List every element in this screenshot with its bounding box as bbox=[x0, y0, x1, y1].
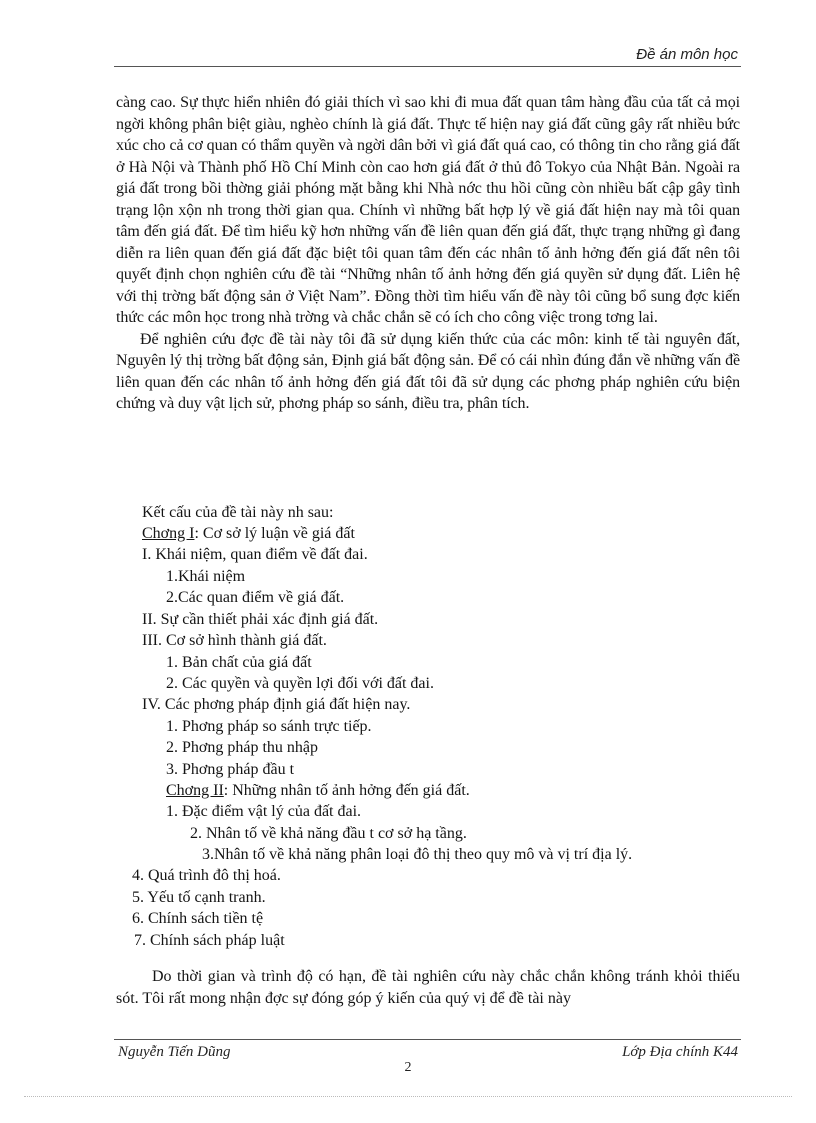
page-number: 2 bbox=[404, 1060, 412, 1075]
chapter-2-heading bbox=[166, 780, 470, 802]
section-4-item-1: 1. Phơng pháp so sánh trực tiếp. bbox=[166, 718, 372, 735]
chapter-1-heading bbox=[142, 523, 355, 545]
chapter-2-item-6: 6. Chính sách tiền tệ bbox=[132, 910, 264, 927]
section-1-item-1: 1.Khái niệm bbox=[166, 568, 246, 585]
section-1: I. Khái niệm, quan điểm về đất đai. bbox=[142, 546, 368, 563]
header-title: Đề án môn học bbox=[636, 46, 738, 63]
section-2: II. Sự cần thiết phải xác định giá đất. bbox=[142, 611, 379, 628]
section-4: IV. Các phơng pháp định giá đất hiện nay. bbox=[142, 696, 411, 713]
chapter-2-label: Chơng II bbox=[166, 782, 224, 799]
body-text bbox=[116, 92, 740, 415]
section-4-item-2: 2. Phơng pháp thu nhập bbox=[166, 739, 319, 756]
chapter-2-item-5: 5. Yếu tố cạnh tranh. bbox=[132, 889, 266, 906]
chapter-2-title: : Những nhân tố ảnh hởng đến giá đất. bbox=[223, 782, 470, 799]
header-divider bbox=[114, 66, 741, 67]
section-3-item-1: 1. Bản chất của giá đất bbox=[166, 654, 312, 671]
section-3-item-2: 2. Các quyền và quyền lợi đối với đất đai. bbox=[166, 675, 434, 692]
footer-divider bbox=[114, 1039, 741, 1040]
outline-intro: Kết cấu của đề tài này nh sau: bbox=[142, 504, 334, 521]
chapter-2-item-2: 2. Nhân tố về khả năng đầu t cơ sở hạ tầng. bbox=[190, 825, 467, 842]
paragraph-2: Để nghiên cứu đợc đề tài này tôi đã sử dụng kiến thức của các môn: kinh tế tài nguyên đất, Nguyên lý thị trờng bất động sản, Định giá bất động sản. Để có cái nhìn đúng đắn về những vấn đề liên quan đến các nhân tố ảnh hởng đến giá đất tôi đã sử dụng các phơng pháp nghiên cứu biện chứng và duy vật lịch sử, phơng pháp so sánh, điều tra, phân tích. bbox=[116, 330, 740, 412]
chapter-2-item-3: 3.Nhân tố về khả năng phân loại đô thị theo quy mô và vị trí địa lý. bbox=[202, 846, 633, 863]
section-3: III. Cơ sở hình thành giá đất. bbox=[142, 632, 327, 649]
footer-class: Lớp Địa chính K44 bbox=[622, 1044, 738, 1060]
footer-author: Nguyễn Tiến Dũng bbox=[118, 1044, 231, 1060]
section-4-item-3: 3. Phơng pháp đầu t bbox=[166, 761, 295, 778]
paragraph-1: càng cao. Sự thực hiển nhiên đó giải thích vì sao khi đi mua đất quan tâm hàng đầu của tất cả mọi ngời không phân biệt giàu, nghèo chính là giá đất. Thực tế hiện nay giá đất cũng gây rất nhiều bức xúc cho cả cơ quan có thẩm quyền và ngời dân bởi vì giá đất quá cao, có thông tin cho rằng giá đất ở Hà Nội và Thành phố Hồ Chí Minh còn cao hơn giá đất ở thủ đô Tokyo của Nhật Bản. Ngoài ra giá đất trong bồi thờng giải phóng mặt bằng khi Nhà nớc thu hồi cũng còn nhiều bất cập gây tình trạng lộn xộn nh trong thời gian qua. Chính vì những bất hợp lý về giá đất hiện nay mà tôi quan tâm đến giá đất. Để tìm hiểu kỹ hơn những vấn đề liên quan đến giá đất, thực trạng những gì đang diễn ra liên quan đến giá đất đặc biệt tôi quan tâm đến các nhân tố ảnh hởng đến giá đất nên tôi quyết định chọn nghiên cứu đề tài “Những nhân tố ảnh hởng đến giá quyền sử dụng đất. Liên hệ với thị trờng bất động sản ở Việt Nam”. Đồng thời tìm hiểu vấn đề này tôi cũng bổ sung đợc kiến thức các môn học trong nhà trờng và chắc chắn sẽ có ích cho công việc trong tơng lai. bbox=[116, 94, 740, 326]
page-separator bbox=[24, 1096, 792, 1097]
closing-paragraph: Do thời gian và trình độ có hạn, đề tài nghiên cứu này chắc chắn không tránh khỏi thiếu sót. Tôi rất mong nhận đợc sự đóng góp ý kiến của quý vị để đề tài này bbox=[116, 968, 740, 1007]
section-1-item-2: 2.Các quan điểm về giá đất. bbox=[166, 589, 345, 606]
chapter-1-title: : Cơ sở lý luận về giá đất bbox=[194, 525, 355, 542]
chapter-2-item-4: 4. Quá trình đô thị hoá. bbox=[132, 867, 281, 884]
chapter-2-item-7: 7. Chính sách pháp luật bbox=[134, 932, 285, 949]
chapter-1-label: Chơng I bbox=[142, 525, 195, 542]
chapter-2-item-1: 1. Đặc điểm vật lý của đất đai. bbox=[166, 803, 362, 820]
